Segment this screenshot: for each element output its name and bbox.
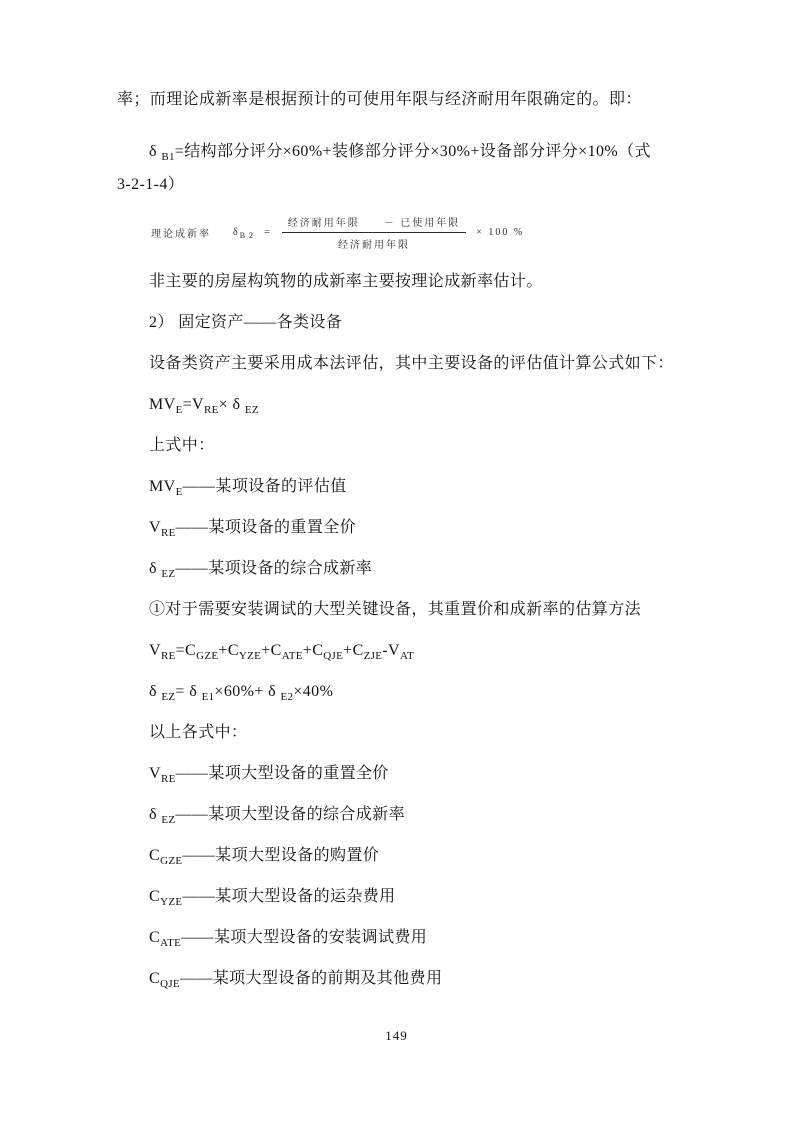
subscript: GZE: [160, 855, 183, 868]
subscript: E: [175, 404, 183, 417]
line-formula-dez: δ $_{EZ}$= δ $_{E1}$×60%+ δ $_{E2}$×40%: [149, 683, 334, 704]
subscript: B1: [161, 151, 175, 164]
line-formula-mve: $MV_E=V_{RE}\times \delta$ $_{EZ}$: [149, 396, 259, 417]
subscript: EZ: [161, 568, 176, 581]
subscript: E2: [280, 691, 294, 704]
subscript: YZE: [160, 896, 183, 909]
formula-numerator: 经济耐用年限 － 已使用年限: [287, 217, 461, 229]
line-formula-b1-part1: δ $_{B1}$=结构部分评分×60%+装修部分评分×30%+设备部分评分×10%（式: [149, 143, 651, 164]
subscript: E: [175, 486, 183, 499]
line-def-mve: $MV_E——$某项设备的评估值: [149, 478, 347, 499]
subscript: EZ: [244, 404, 259, 417]
line-def-vre: $V_{RE}——$某项设备的重置全价: [149, 519, 357, 540]
subscript: QJE: [323, 650, 344, 663]
formula-denominator: 经济耐用年限: [282, 232, 467, 251]
line-theory-rate-intro: 率；而理论成新率是根据预计的可使用年限与经济耐用年限确定的。即：: [117, 91, 642, 108]
subscript: GZE: [196, 650, 219, 663]
line-note-large-equipment: ①对于需要安装调试的大型关键设备，其重置价和成新率的估算方法: [149, 601, 642, 618]
subscript: RE: [160, 773, 176, 786]
subscript: EZ: [161, 691, 176, 704]
line-def-cate: $C_{ATE}——$某项大型设备的安装调试费用: [149, 929, 428, 950]
subscript: ZJE: [363, 650, 383, 663]
formula-multiplier: × 100 %: [476, 226, 525, 238]
line-equipment-intro: 设备类资产主要采用成本法评估，其中主要设备的评估值计算公式如下：: [149, 355, 674, 372]
line-def-cgze: $C_{GZE}——$某项大型设备的购置价: [149, 847, 380, 868]
subscript: YZE: [238, 650, 262, 663]
line-in-formulas-above: 以上各式中：: [149, 724, 248, 741]
formula-symbol: $\delta_{B 2}$: [233, 226, 255, 240]
formula-equals: =: [264, 226, 272, 238]
line-in-formula-above: 上式中：: [149, 437, 215, 454]
subscript: AT: [399, 650, 415, 663]
subscript: EZ: [161, 814, 176, 827]
subscript: RE: [160, 527, 176, 540]
formula-label: 理论成新率: [151, 228, 211, 240]
page-number: 149: [385, 1028, 408, 1043]
subscript: QJE: [160, 978, 180, 991]
line-non-main-buildings: 非主要的房屋构筑物的成新率主要按理论成新率估计。: [149, 273, 543, 290]
line-def-vre-large: $V_{RE}——$某项大型设备的重置全价: [149, 765, 389, 786]
subscript: ATE: [281, 650, 303, 663]
line-def-dez-large: δ $_{EZ}$——某项大型设备的综合成新率: [149, 806, 405, 827]
subscript: E1: [201, 691, 215, 704]
theory-rate-formula: [117, 212, 693, 252]
line-def-dez: δ $_{EZ}$——某项设备的综合成新率: [149, 560, 373, 581]
line-formula-vre: $V_{RE}=C_{GZE}+C_{YZE}+C_{ATE}+C_{QJE}+C_{ZJE}-V_{AT}$: [149, 642, 415, 663]
subscript: RE: [160, 650, 176, 663]
line-def-cqje: $C_{QJE}——$某项大型设备的前期及其他费用: [149, 970, 443, 991]
subscript: RE: [204, 404, 219, 417]
line-heading-fixed-assets: 2） 固定资产——各类设备: [149, 314, 343, 331]
formula-fraction: [282, 214, 467, 251]
formula-symbol-subscript: B 2: [239, 230, 255, 240]
line-formula-b1-part2: 3-2-1-4）: [117, 176, 185, 193]
subscript: ATE: [160, 937, 182, 950]
line-def-cyze: $C_{YZE}——$某项大型设备的运杂费用: [149, 888, 396, 909]
